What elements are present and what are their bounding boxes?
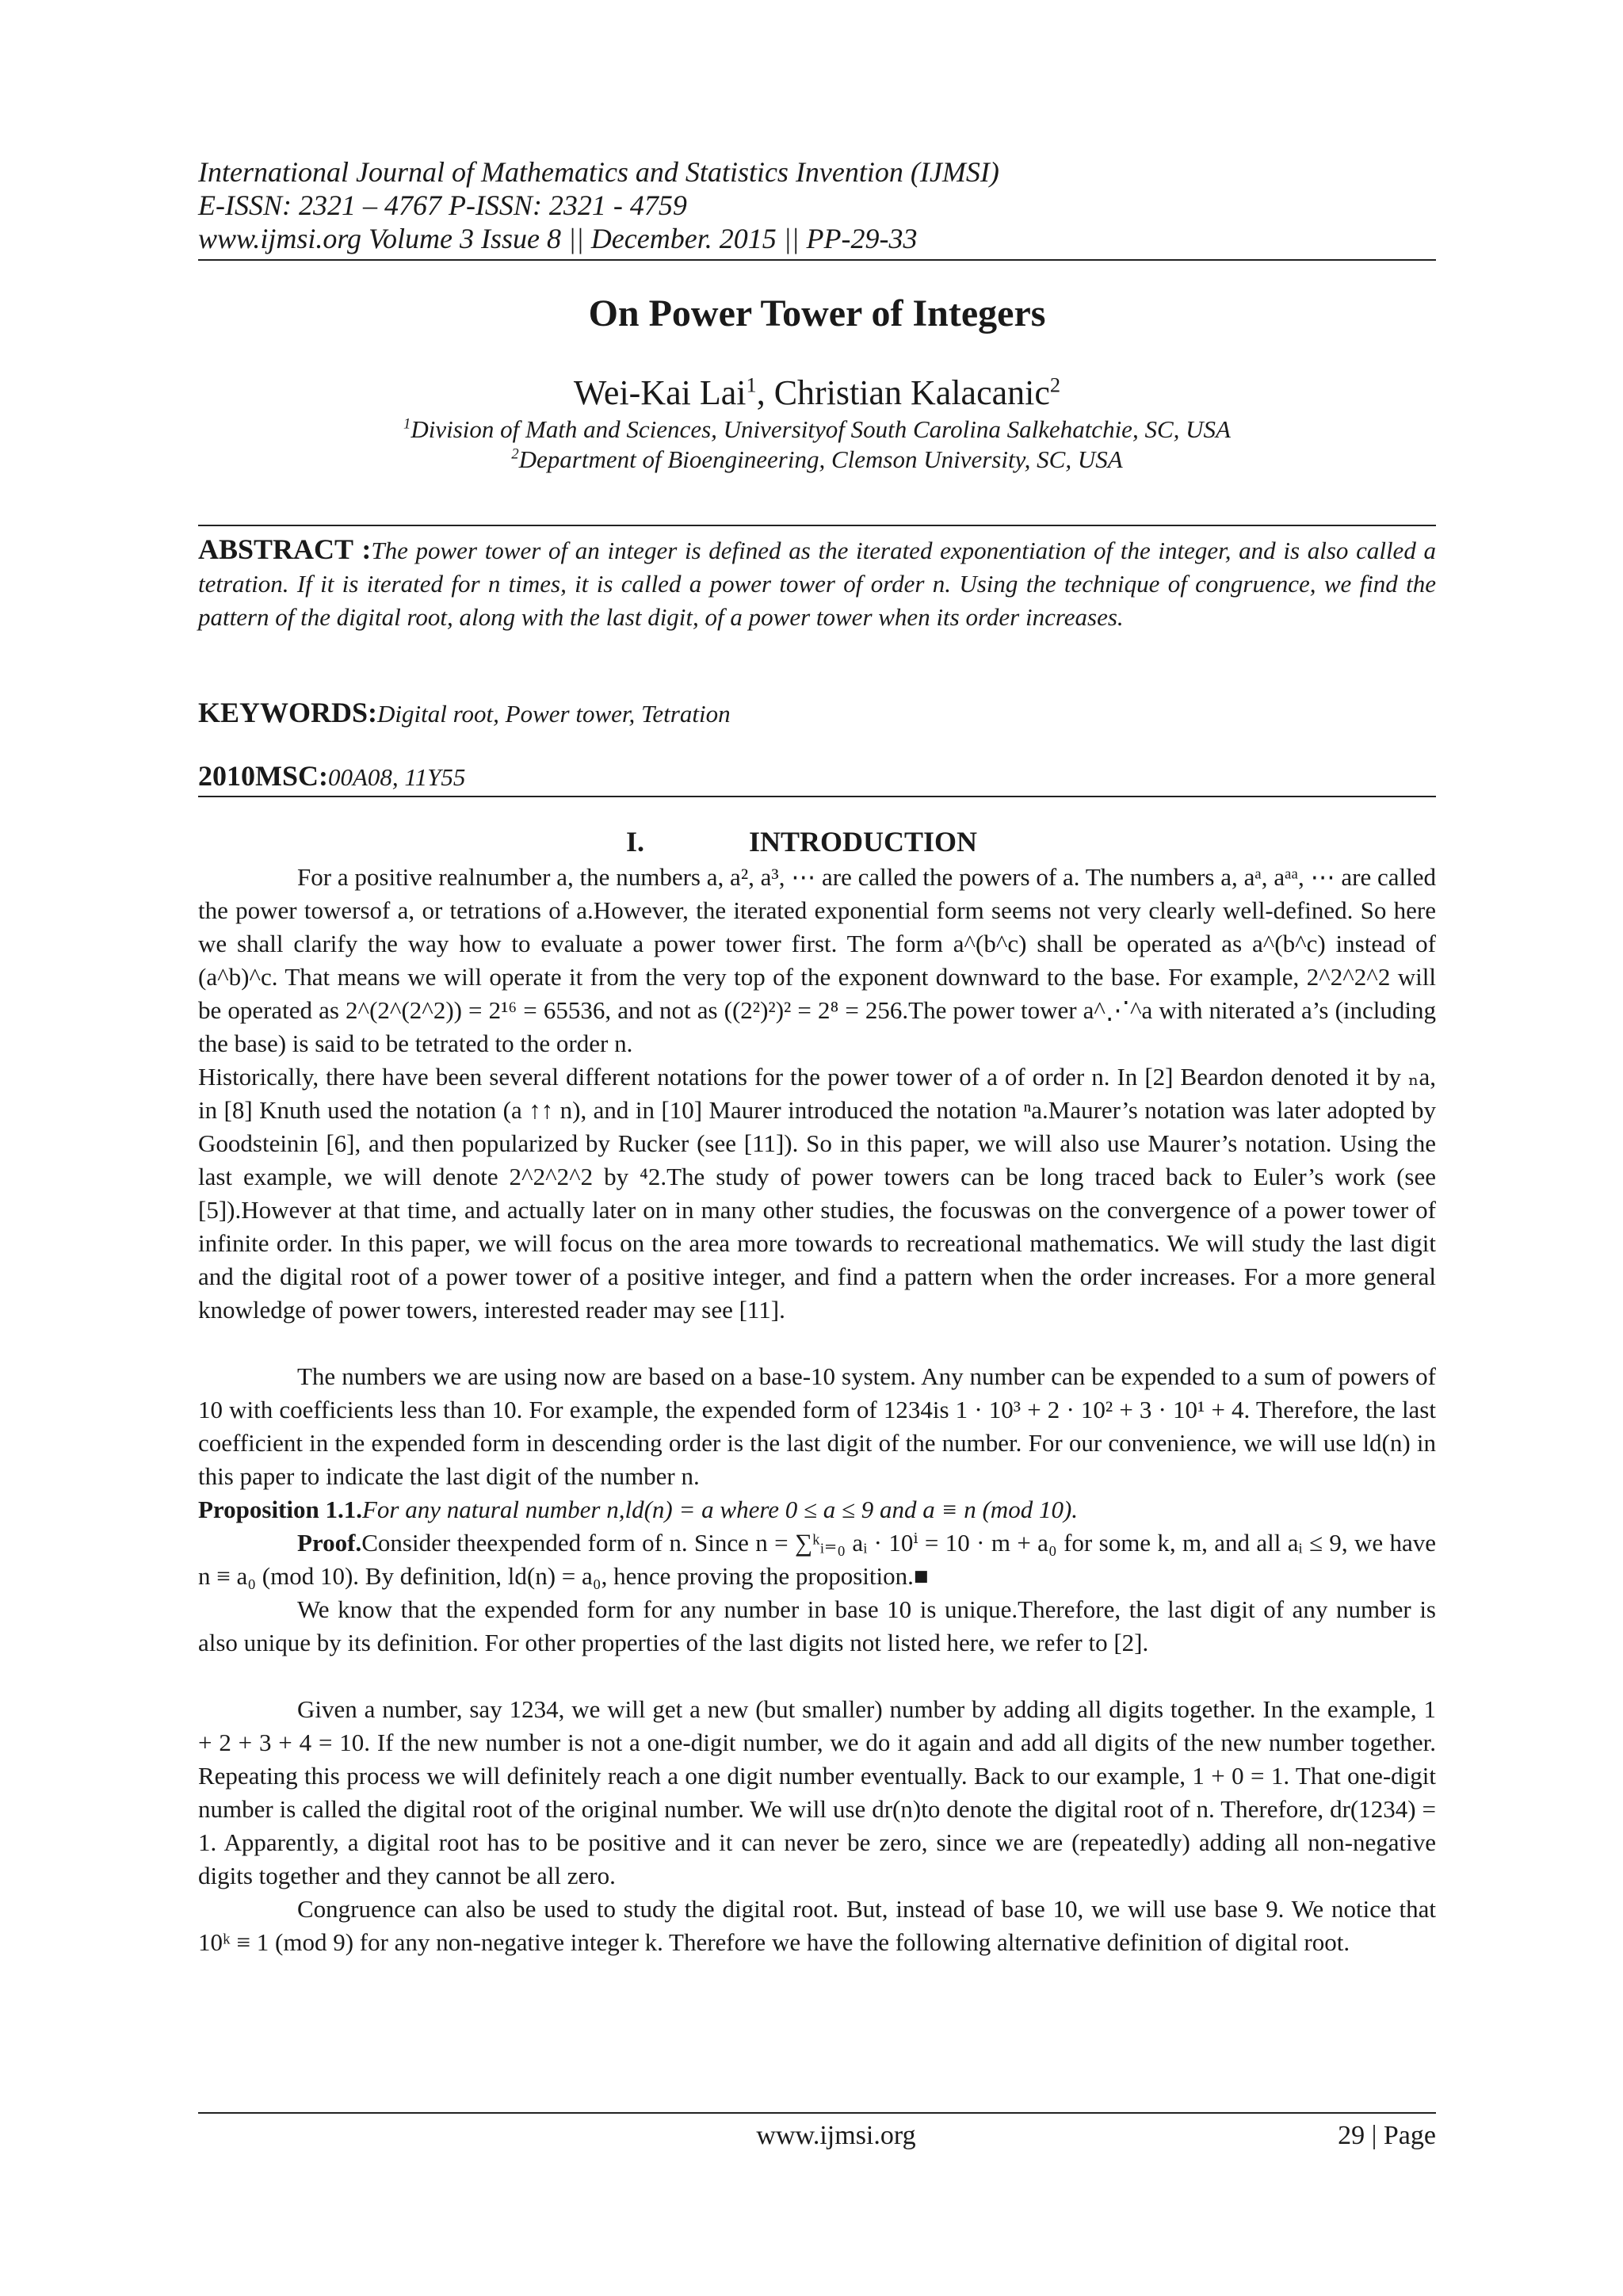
journal-name: International Journal of Mathematics and Statistics Invention (IJMSI)	[198, 156, 999, 188]
footer-page-number: 29 | Page	[1338, 2121, 1436, 2150]
body-text	[198, 861, 1436, 1959]
footer-divider	[198, 2112, 1436, 2114]
section-number: I.	[626, 826, 645, 858]
proposition	[198, 1493, 1436, 1526]
affiliation-mark: 1	[403, 415, 411, 433]
author-name: Wei-Kai Lai	[573, 373, 747, 412]
affiliation-text: Division of Math and Sciences, Universityof South Carolina Salkehatchie, SC, USA	[411, 415, 1231, 443]
abstract-text: The power tower of an integer is defined as the iterated exponentiation of the integer, and is also called a tetration. If it is iterated for n times, it is called a power tower of order n. Using the technique of congruence, we find the pattern of the digital root, along with the last digit, of a power tower when its order increases.	[198, 537, 1437, 631]
author-affiliation-mark: 1	[746, 372, 757, 397]
proof-label: Proof.	[297, 1529, 362, 1557]
affiliation-mark: 2	[511, 445, 519, 463]
paragraph: The numbers we are using now are based on a base-10 system. Any number can be expended to a sum of powers of 10 with coefficients less than 10. For example, the expended form of 1234is 1 · 10³ + 2 · 10² + 3 · 10¹ + 4. Therefore, the last coefficient in the expended form in descending order is the last digit of the number. For our convenience, we will use ld(n) in this paper to indicate the last digit of the number n.	[198, 1362, 1436, 1490]
author-name: Christian Kalacanic	[773, 373, 1050, 412]
abstract-top-divider	[198, 525, 1436, 526]
keywords	[198, 696, 1436, 731]
paper-title: On Power Tower of Integers	[588, 292, 1046, 334]
abstract	[198, 533, 1436, 634]
msc-classification	[198, 759, 1436, 794]
footer-site: www.ijmsi.org	[756, 2121, 916, 2150]
affiliation-text: Department of Bioengineering, Clemson University, SC, USA	[518, 445, 1123, 473]
author-affiliation-mark: 2	[1049, 372, 1061, 397]
msc-label: 2010MSC:	[198, 760, 328, 792]
author-separator: ,	[756, 373, 774, 412]
msc-text: 00A08, 11Y55	[328, 763, 466, 791]
paragraph: Given a number, say 1234, we will get a new (but smaller) number by adding all digits together. In the example, 1 + 2 + 3 + 4 = 10. If the new number is not a one-digit number, we do it again and add all digits of the new number together. Repeating this process we will definitely reach a one digit number eventually. Back to our example, 1 + 0 = 1. That one-digit number is called the digital root of the original number. We will use dr(n)to denote the digital root of n. Therefore, dr(1234) = 1. Apparently, a digital root has to be positive and it can never be zero, since we are (repeatedly) adding all non-negative digits together and they cannot be all zero.	[198, 1695, 1436, 1889]
header-divider	[198, 259, 1436, 261]
affiliation-line	[198, 445, 1436, 474]
section-divider	[198, 796, 1436, 797]
proposition-label: Proposition 1.1.	[198, 1496, 362, 1523]
paragraph: For a positive realnumber a, the numbers a, a², a³, ⋯ are called the powers of a. The numbers a, aᵃ, aᵃᵃ, ⋯ are called the power towersof a, or tetrations of a.However, the iterated exponential form seems not very clearly well-defined. So here we shall clarify the way how to evaluate a power tower first. The form a^(b^c) shall be operated as a^(b^c) instead of (a^b)^c. That means we will operate it from the very top of the exponent downward to the base. For example, 2^2^2^2 will be operated as 2^(2^(2^2)) = 2¹⁶ = 65536, and not as ((2²)²)² = 2⁸ = 256.The power tower a^⋰^a with niterated a’s (including the base) is said to be tetrated to the order n.	[198, 863, 1436, 1057]
section-title: INTRODUCTION	[749, 826, 978, 858]
journal-issn: E-ISSN: 2321 – 4767 P-ISSN: 2321 - 4759	[198, 189, 687, 221]
keywords-text: Digital root, Power tower, Tetration	[377, 700, 731, 728]
affiliation-line	[198, 415, 1436, 444]
proposition-text: For any natural number n,ld(n) = a where 0 ≤ a ≤ 9 and a ≡ n (mod 10).	[361, 1496, 1079, 1523]
abstract-label: ABSTRACT :	[198, 533, 372, 565]
paragraph: We know that the expended form for any number in base 10 is unique.Therefore, the last digit of any number is also unique by its definition. For other properties of the last digits not listed here, we refer to [2].	[198, 1595, 1436, 1656]
paragraph: Historically, there have been several different notations for the power tower of a of order n. In [2] Beardon denoted it by ₙa, in [8] Knuth used the notation (a ↑↑ n), and in [10] Maurer introduced the notation ⁿa.Maurer’s notation was later adopted by Goodsteinin [6], and then popularized by Rucker (see [11]). So in this paper, we will also use Maurer’s notation. Using the last example, we will denote 2^2^2^2 by ⁴2.The study of power towers can be long traced back to Euler’s work (see [5]).However at that time, and actually later on in many other studies, the focuswas on the convergence of a power tower of infinite order. In this paper, we will focus on the area more towards to recreational mathematics. We will study the last digit and the digital root of a power tower of a positive integer, and find a pattern when the order increases. For a more general knowledge of power towers, interested reader may see [11].	[198, 1063, 1436, 1324]
proof	[198, 1526, 1436, 1593]
author-line	[198, 372, 1436, 414]
journal-header	[198, 155, 1434, 255]
keywords-label: KEYWORDS:	[198, 697, 378, 728]
journal-volume: www.ijmsi.org Volume 3 Issue 8 || December. 2015 || PP-29-33	[198, 223, 918, 254]
proof-text: Consider theexpended form of n. Since n = ∑ᵏᵢ₌₀ aᵢ · 10ⁱ = 10 · m + a₀ for some k, m, and all aᵢ ≤ 9, we have n ≡ a₀ (mod 10). By definition, ld(n) = a₀, hence proving the proposition.■	[198, 1529, 1436, 1590]
paragraph: Congruence can also be used to study the digital root. But, instead of base 10, we will use base 9. We notice that 10ᵏ ≡ 1 (mod 9) for any non-negative integer k. Therefore we have the following alternative definition of digital root.	[198, 1895, 1436, 1956]
section-heading	[198, 824, 1436, 859]
